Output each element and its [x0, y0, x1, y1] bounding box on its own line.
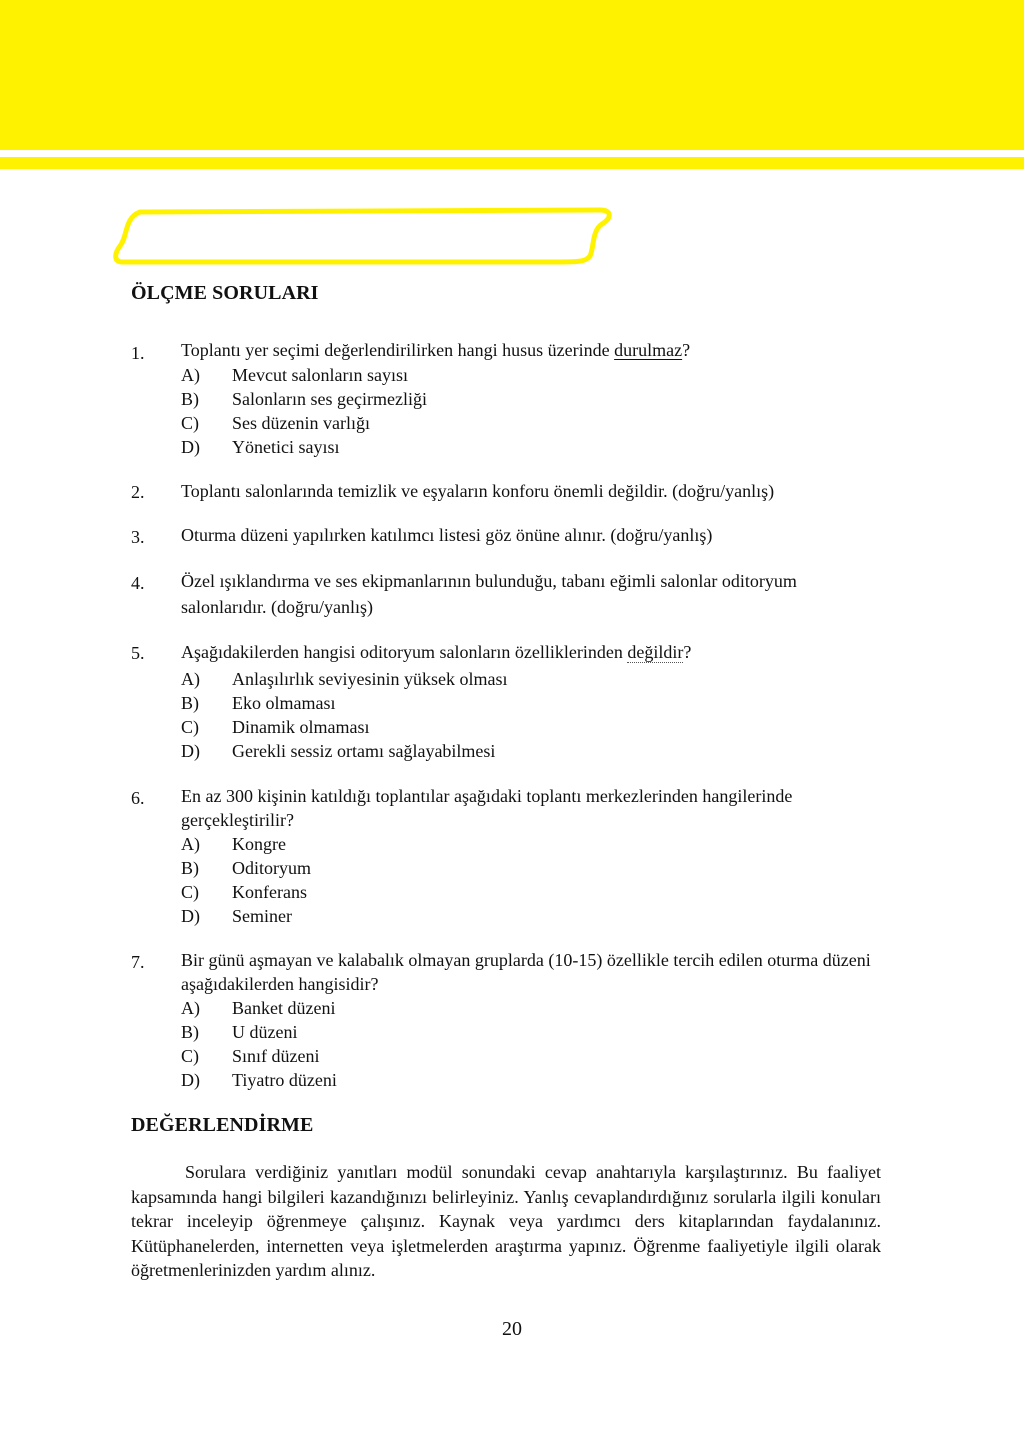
question-text: Toplantı salonlarında temizlik ve eşyaların konforu önemli değildir. (doğru/yanlış)	[181, 481, 775, 501]
page-number: 20	[502, 1318, 522, 1340]
question-text: Özel ışıklandırma ve ses ekipmanlarının bulunduğu, tabanı eğimli salonlar oditoryum salonlarıdır. (doğru/yanlış)	[181, 571, 797, 617]
header-banner	[0, 0, 1024, 150]
question-text: Aşağıdakilerden hangisi oditoryum salonların özelliklerinden değildir?	[181, 642, 692, 662]
question-text: Bir günü aşmayan ve kalabalık olmayan gruplarda (10-15) özellikle tercih edilen oturma düzeni aşağıdakilerden hangisidir?	[181, 950, 871, 994]
option: B) Salonların ses geçirmezliği	[181, 389, 427, 409]
option: D) Tiyatro düzeni	[181, 1070, 337, 1090]
option: A) Kongre	[181, 834, 286, 854]
option: D) Gerekli sessiz ortamı sağlayabilmesi	[181, 741, 496, 761]
option: C) Sınıf düzeni	[181, 1046, 320, 1066]
option: A) Mevcut salonların sayısı	[181, 365, 408, 385]
option: B) Oditoryum	[181, 858, 311, 878]
question-number: 1.	[131, 343, 145, 363]
option: C) Dinamik olmaması	[181, 717, 370, 737]
evaluation-title: DEĞERLENDİRME	[131, 1114, 314, 1136]
option: D) Seminer	[181, 906, 292, 926]
question-text: Toplantı yer seçimi değerlendirilirken hangi husus üzerinde durulmaz?	[181, 340, 691, 360]
question-number: 5.	[131, 643, 145, 663]
question-text: En az 300 kişinin katıldığı toplantılar aşağıdaki toplantı merkezlerinden hangilerinde gerçekleştirilir?	[181, 786, 793, 830]
evaluation-paragraph: Sorulara verdiğiniz yanıtları modül sonundaki cevap anahtarıyla karşılaştırınız. Bu faaliyet kapsamında hangi bilgileri kazandığınızı belirleyiniz. Yanlış cevaplandırdığınız sorularla ilgili konuları tekrar inceleyip öğrenmeye çalışınız. Kaynak veya yardımcı ders kitaplarından faydalanınız. Kütüphanelerden, internetten veya işletmelerden araştırma yapınız. Öğrenme faaliyetiyle ilgili olarak öğretmenlerinizden yardım alınız.	[131, 1162, 881, 1280]
question-text: Oturma düzeni yapılırken katılımcı listesi göz önüne alınır. (doğru/yanlış)	[181, 525, 713, 545]
option: C) Ses düzenin varlığı	[181, 413, 370, 433]
option: A) Banket düzeni	[181, 998, 336, 1018]
option: D) Yönetici sayısı	[181, 437, 340, 457]
question-number: 2.	[131, 482, 145, 502]
emphasis: değildir	[627, 642, 684, 662]
section-badge-outline	[112, 204, 612, 266]
option: B) Eko olmaması	[181, 693, 336, 713]
option: A) Anlaşılırlık seviyesinin yüksek olması	[181, 669, 508, 689]
header-stripe	[0, 157, 1024, 169]
question-number: 6.	[131, 788, 145, 808]
section-title: ÖLÇME SORULARI	[131, 282, 319, 304]
question-number: 7.	[131, 952, 145, 972]
option: B) U düzeni	[181, 1022, 298, 1042]
emphasis: durulmaz	[614, 340, 683, 360]
question-number: 4.	[131, 573, 145, 593]
option: C) Konferans	[181, 882, 307, 902]
question-number: 3.	[131, 527, 145, 547]
